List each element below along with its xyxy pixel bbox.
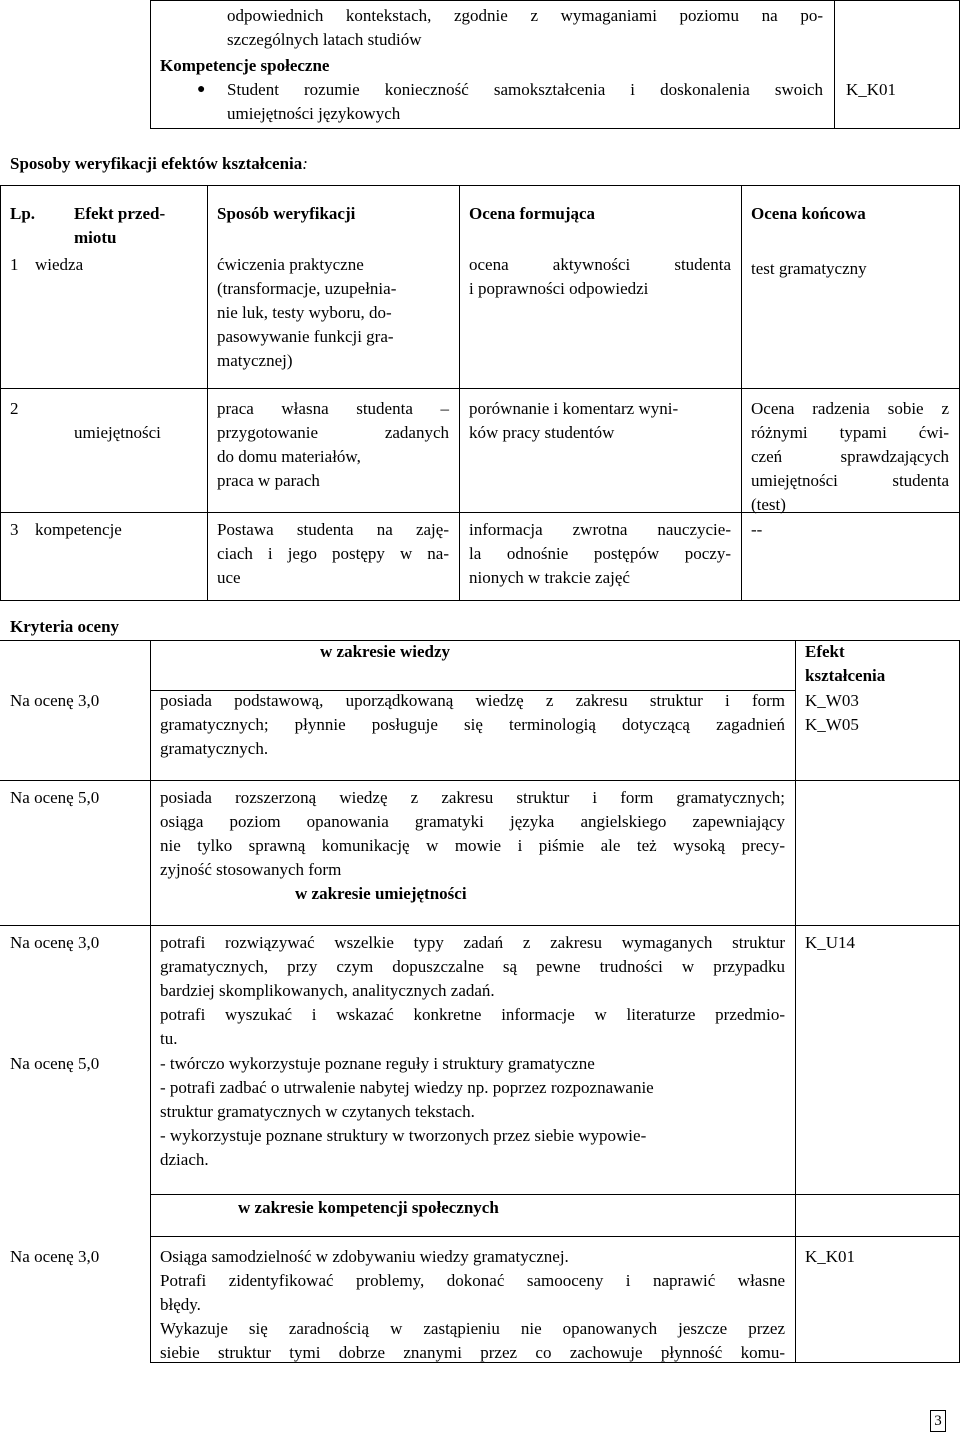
effect-codes <box>805 931 855 955</box>
effect-header: Efekt <box>805 642 845 661</box>
text-line: informacja zwrotna nauczycie- <box>469 520 731 539</box>
effect-codes <box>805 689 859 737</box>
text-line: ków pracy studentów <box>469 423 615 442</box>
row-lp: 2 <box>10 399 19 418</box>
text-line: K_W03 <box>805 691 859 710</box>
grade-label: Na ocenę 3,0 <box>10 1247 100 1266</box>
row-method <box>217 397 449 493</box>
bullet-text: umiejętności językowych <box>227 104 401 123</box>
text-line: posiada rozszerzoną wiedzę z zakresu struktur i form gramatycznych; <box>160 788 785 807</box>
header-method: Sposób weryfikacji <box>217 204 356 223</box>
row-formative <box>469 397 731 445</box>
verification-heading: Sposoby weryfikacji efektów kształcenia: <box>10 154 308 173</box>
grade-label: Na ocenę 5,0 <box>10 1054 100 1073</box>
table-rule <box>0 780 960 781</box>
row-formative <box>469 518 731 590</box>
text-line: K_U14 <box>805 933 856 952</box>
table-rule <box>150 0 960 1</box>
row-method <box>217 253 449 373</box>
row-lp: 1 <box>10 255 19 274</box>
social-competence-heading: Kompetencje społeczne <box>160 56 330 75</box>
criteria-text <box>160 1052 785 1172</box>
text-line: la odnośnie postępów poczy- <box>469 544 731 563</box>
table-rule <box>0 185 960 186</box>
criteria-text <box>160 689 785 761</box>
header-effect: miotu <box>74 228 117 247</box>
text-line: praca własna studenta – <box>217 399 449 418</box>
text-line: do domu materiałów, <box>217 447 361 466</box>
text-line: Postawa studenta na zaję- <box>217 520 449 539</box>
text-line: ocena aktywności studenta <box>469 255 731 274</box>
row-final <box>751 518 951 542</box>
row-effect: kompetencje <box>35 520 122 539</box>
text-line: potrafi rozwiązywać wszelkie typy zadań z zakresu wymaganych struktur <box>160 933 785 952</box>
text-line: nie tylko sprawną komunikację w mowie i piśmie ale też wysoką precy- <box>160 836 785 855</box>
text-line: różnymi typami ćwi- <box>751 423 949 442</box>
text-line: K_K01 <box>805 1247 856 1266</box>
table-rule <box>150 0 151 128</box>
text-line: Wykazuje się zaradnością w zastąpieniu nie opanowanych jeszcze przez <box>160 1319 785 1338</box>
row-formative <box>469 253 731 301</box>
table-rule <box>150 128 960 129</box>
text-line: test gramatyczny <box>751 259 867 278</box>
table-rule <box>741 185 742 600</box>
grade-label: Na ocenę 5,0 <box>10 788 100 807</box>
bullet-text: Student rozumie konieczność samokształcenia i doskonalenia swoich <box>227 80 823 99</box>
text-line: i poprawności odpowiedzi <box>469 279 649 298</box>
criteria-text <box>160 1245 785 1365</box>
row-lp: 3 <box>10 520 19 539</box>
text-line: - twórczo wykorzystuje poznane reguły i struktury gramatyczne <box>160 1054 595 1073</box>
header-effect: Efekt przed- <box>74 204 166 223</box>
text-line: Potrafi zidentyfikować problemy, dokonać samooceny i naprawić własne <box>160 1271 785 1290</box>
text-line: uce <box>217 568 241 587</box>
text-line: Osiąga samodzielność w zdobywaniu wiedzy gramatycznej. <box>160 1247 569 1266</box>
header-lp: Lp. <box>10 204 36 223</box>
text-line: K_W05 <box>805 715 859 734</box>
criteria-heading: Kryteria oceny <box>10 617 120 636</box>
text-line: osiąga poziom opanowania gramatyki języka angielskiego zapewniający <box>160 812 785 831</box>
table-rule <box>0 925 960 926</box>
row-final <box>751 397 949 517</box>
text-line: pasowywanie funkcji gra- <box>217 327 394 346</box>
row-effect: wiedza <box>35 255 84 274</box>
text-line: (transformacje, uzupełnia- <box>217 279 397 298</box>
text-line: - potrafi zadbać o utrwalenie nabytej wiedzy np. poprzez rozpoznawanie <box>160 1078 654 1097</box>
table-rule <box>0 185 1 600</box>
text-line: dziach. <box>160 1150 209 1169</box>
bullet-icon: ● <box>197 82 206 97</box>
header-final: Ocena końcowa <box>751 204 866 223</box>
top-box-line: szczególnych latach studiów <box>227 30 422 49</box>
table-rule <box>459 185 460 600</box>
table-rule <box>207 185 208 600</box>
section-title-knowledge: w zakresie wiedzy <box>320 642 450 661</box>
text-line: gramatycznych, przy czym dopuszczalne są pewne trudności w przypadku <box>160 957 785 976</box>
criteria-text <box>160 931 785 1051</box>
text-line: nie luk, testy wyboru, do- <box>217 303 392 322</box>
text-line: ciach i jego postępy w na- <box>217 544 449 563</box>
table-rule <box>0 600 960 601</box>
page-number: 3 <box>930 1410 946 1432</box>
section-title-social: w zakresie kompetencji społecznych <box>238 1198 499 1217</box>
row-effect: umiejętności <box>74 423 161 442</box>
text-line: ćwiczenia praktyczne <box>217 255 364 274</box>
row-final <box>751 257 951 281</box>
text-line: praca w parach <box>217 471 320 490</box>
text-line: porównanie i komentarz wyni- <box>469 399 679 418</box>
text-line: tu. <box>160 1029 178 1048</box>
table-rule <box>150 640 151 1362</box>
text-line: Ocena radzenia sobie z <box>751 399 949 418</box>
text-line: gramatycznych; płynnie posługuje się terminologią dotyczącą zagadnień <box>160 715 785 734</box>
table-rule <box>834 0 835 128</box>
table-rule <box>150 1194 960 1195</box>
text-line: potrafi wyszukać i wskazać konkretne informacje w literaturze przedmio- <box>160 1005 785 1024</box>
text-line: struktur gramatycznych w czytanych tekstach. <box>160 1102 475 1121</box>
text-line: bardziej skomplikowanych, analitycznych zadań. <box>160 981 495 1000</box>
text-line: błędy. <box>160 1295 201 1314</box>
text-line: matycznej) <box>217 351 293 370</box>
text-line: - wykorzystuje poznane struktury w tworzonych przez siebie wypowie- <box>160 1126 647 1145</box>
criteria-text <box>160 786 785 882</box>
text-line: (test) <box>751 495 786 514</box>
text-line: posiada podstawową, uporządkowaną wiedzę z zakresu struktur i form <box>160 691 785 710</box>
text-line: nionych w trakcie zajęć <box>469 568 630 587</box>
grade-label: Na ocenę 3,0 <box>10 933 100 952</box>
table-rule <box>150 1236 960 1237</box>
table-rule <box>0 388 960 389</box>
text-line: -- <box>751 520 763 539</box>
section-title-skills: w zakresie umiejętności <box>295 884 467 903</box>
top-box-line: odpowiednich kontekstach, zgodnie z wymaganiami poziomu na po- <box>227 6 823 25</box>
text-line: umiejętności studenta <box>751 471 949 490</box>
table-rule <box>795 640 796 1362</box>
text-line: czeń sprawdzających <box>751 447 949 466</box>
header-formative: Ocena formująca <box>469 204 596 223</box>
row-method <box>217 518 449 590</box>
text-line: przygotowanie zadanych <box>217 423 449 442</box>
effect-code: K_K01 <box>846 80 897 99</box>
text-line: zyjność stosowanych form <box>160 860 342 879</box>
effect-codes <box>805 1245 855 1269</box>
text-line: gramatycznych. <box>160 739 269 758</box>
text-line: siebie struktur tymi dobrze znanymi przez co zachowuje płynność komu- <box>160 1343 785 1362</box>
grade-label: Na ocenę 3,0 <box>10 691 100 710</box>
effect-header: kształcenia <box>805 666 886 685</box>
